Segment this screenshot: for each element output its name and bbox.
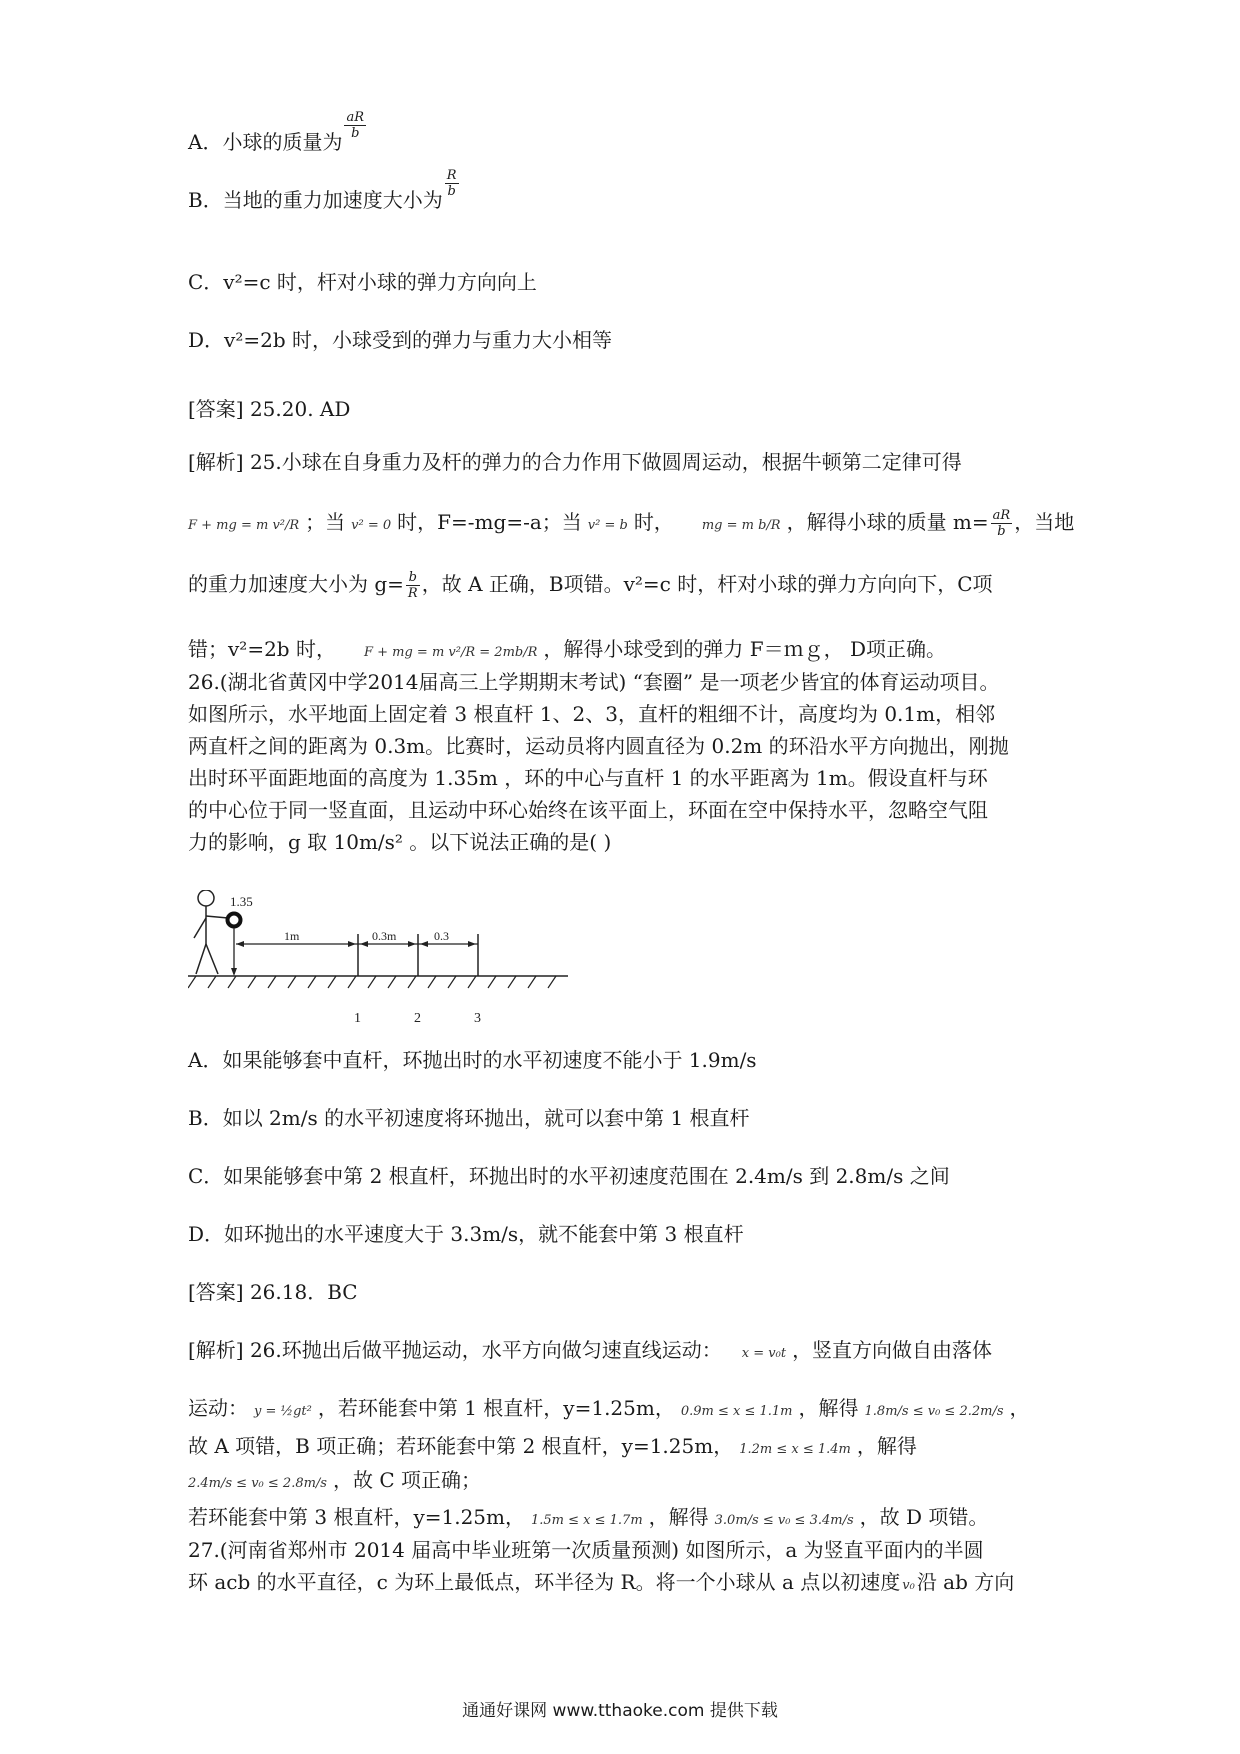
q25-option-c: C．v²=c 时，杆对小球的弹力方向向上: [188, 270, 537, 294]
q26-option-a: A．如果能够套中直杆，环抛出时的水平初速度不能小于 1.9m/s: [188, 1048, 757, 1072]
equation: F + mg = m v²/R = 2mb/R: [363, 645, 538, 660]
q26-stem-line-2: 如图所示，水平地面上固定着 3 根直杆 1、2、3，直杆的粗细不计，高度均为 0.1m，相邻: [188, 702, 996, 726]
pole-label-1: 1: [354, 1011, 361, 1026]
distance-label-3: 0.3: [434, 929, 449, 943]
q25-analysis-line-2: F + mg = m v²/R ；当 v² = 0 时，F=-mg=-a；当 v² = b 时， mg = m b/R ，解得小球的质量 m= $\frac{aR}{b}$ ，当地: [188, 508, 1075, 539]
height-label: 1.35: [230, 894, 253, 909]
equation: x = v₀t: [741, 1346, 787, 1361]
distance-label-1: 1m: [284, 929, 300, 943]
equation: 1.2m ≤ x ≤ 1.4m: [739, 1442, 851, 1457]
ground-hatching: [188, 976, 556, 988]
equation: 1.5m ≤ x ≤ 1.7m: [531, 1513, 643, 1528]
q27-stem-line-1: 27.(河南省郑州市 2014 届高中毕业班第一次质量预测) 如图所示，a 为竖直平面内的半圆: [188, 1538, 984, 1562]
equation: 0.9m ≤ x ≤ 1.1m: [680, 1404, 793, 1419]
q26-analysis-line-4: 2.4m/s ≤ v₀ ≤ 2.8m/s ，故 C 项正确；: [188, 1468, 482, 1492]
q25-option-a: [188, 110, 368, 159]
q26-option-b: B．如以 2m/s 的水平初速度将环抛出，就可以套中第 1 根直杆: [188, 1106, 750, 1130]
q26-option-c: C．如果能够套中第 2 根直杆，环抛出时的水平初速度范围在 2.4m/s 到 2.8m/s 之间: [188, 1164, 950, 1188]
ring-toss-figure: [188, 890, 578, 1030]
q26-stem-line-4: 出时环平面距地面的高度为 1.35m ，环的中心与直杆 1 的水平距离为 1m。假设直杆与环: [188, 766, 988, 790]
equation: mg = m b/R: [701, 518, 781, 533]
q26-analysis-line-3: 故 A 项错，B 项正确；若环能套中第 2 根直杆，y=1.25m， 1.2m ≤ x ≤ 1.4m ，解得: [188, 1434, 917, 1458]
q25-option-b: [188, 168, 461, 217]
gravity-fraction: $\frac{b}{R}$: [407, 570, 418, 601]
q25-option-a-fraction: $\frac{aR}{b}$: [346, 110, 364, 141]
q25-analysis-line-3: 的重力加速度大小为 g= $\frac{b}{R}$ ，故 A 正确，B项错。v²=c 时，杆对小球的弹力方向向下，C项: [188, 570, 993, 601]
equation: y = ½gt²: [254, 1404, 312, 1419]
equation: v² = 0: [351, 518, 392, 533]
q26-analysis-line-5: 若环能套中第 3 根直杆，y=1.25m， 1.5m ≤ x ≤ 1.7m ，解得 3.0m/s ≤ v₀ ≤ 3.4m/s ，故 D 项错。: [188, 1505, 989, 1529]
distance-label-2: 0.3m: [372, 929, 397, 943]
q26-option-d: D．如环抛出的水平速度大于 3.3m/s，就不能套中第 3 根直杆: [188, 1222, 744, 1246]
pole-label-2: 2: [414, 1011, 421, 1026]
q26-analysis-line-2: 运动： y = ½gt² ，若环能套中第 1 根直杆，y=1.25m， 0.9m ≤ x ≤ 1.1m ，解得 1.8m/s ≤ v₀ ≤ 2.2m/s ，: [188, 1396, 1030, 1420]
equation: v² = b: [587, 518, 628, 533]
equation: 2.4m/s ≤ v₀ ≤ 2.8m/s: [188, 1476, 327, 1491]
q26-analysis-line-1: [解析] 26.环抛出后做平抛运动，水平方向做匀速直线运动： x = v₀t ，竖直方向做自由落体: [188, 1338, 993, 1362]
equation: 3.0m/s ≤ v₀ ≤ 3.4m/s: [714, 1513, 854, 1528]
q25-analysis-line-4: 错；v²=2b 时， F + mg = m v²/R = 2mb/R ，解得小球受到的弹力 F＝ｍｇ， D项正确。: [188, 637, 947, 661]
q25-option-b-fraction: $\frac{R}{b}$: [446, 168, 457, 199]
ring-icon: [228, 914, 241, 927]
equation: F + mg = m v²/R: [188, 518, 300, 533]
pole-label-3: 3: [474, 1011, 481, 1026]
equation: 1.8m/s ≤ v₀ ≤ 2.2m/s: [864, 1404, 1004, 1419]
q25-option-b-text: B．当地的重力加速度大小为: [188, 188, 443, 212]
q25-analysis-line-1: [解析] 25.小球在自身重力及杆的弹力的合力作用下做圆周运动，根据牛顿第二定律可得: [188, 450, 962, 474]
q26-answer: [答案] 26.18．BC: [188, 1280, 358, 1304]
q26-stem-line-5: 的中心位于同一竖直面，且运动中环心始终在该平面上，环面在空中保持水平，忽略空气阻: [188, 798, 988, 822]
equation: v₀: [902, 1578, 915, 1593]
q26-stem-line-1: 26.(湖北省黄冈中学2014届高三上学期期末考试) “套圈” 是一项老少皆宜的体育运动项目。: [188, 670, 1000, 694]
q25-option-d: D．v²=2b 时，小球受到的弹力与重力大小相等: [188, 328, 612, 352]
q25-option-a-text: A．小球的质量为: [188, 130, 343, 154]
page-footer: 通通好课网 www.tthaoke.com 提供下载: [462, 1701, 778, 1721]
thrower-figure: [194, 890, 228, 974]
q27-stem-line-2: 环 acb 的水平直径，c 为环上最低点，环半径为 R。将一个小球从 a 点以初速度 v₀ 沿 ab 方向: [188, 1570, 1015, 1594]
q26-stem-line-6: 力的影响，g 取 10m/s² 。以下说法正确的是( ): [188, 830, 612, 854]
mass-fraction: $\frac{aR}{b}$: [992, 508, 1011, 539]
q26-stem-line-3: 两直杆之间的距离为 0.3m。比赛时，运动员将内圆直径为 0.2m 的环沿水平方向抛出，刚抛: [188, 734, 1009, 758]
q25-answer: [答案] 25.20. AD: [188, 397, 351, 421]
